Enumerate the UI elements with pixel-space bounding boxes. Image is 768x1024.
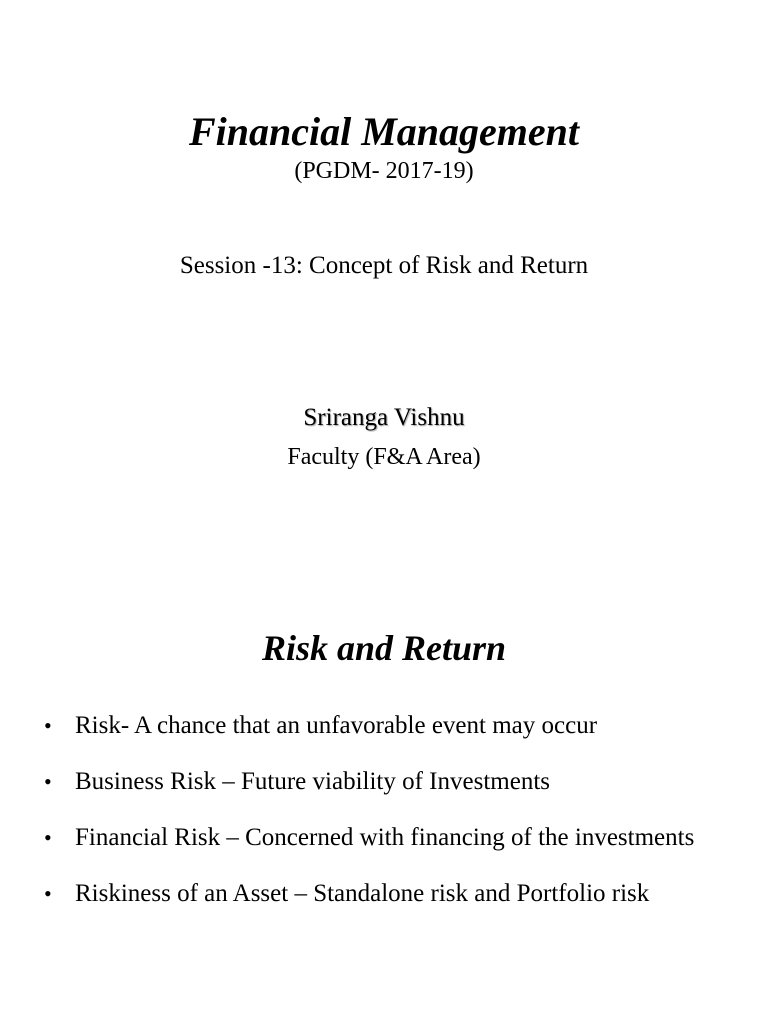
bullet-text: Financial Risk – Concerned with financing of the investments — [75, 824, 695, 851]
bullet-text: Risk- A chance that an unfavorable event may occur — [75, 712, 598, 739]
bullet-item — [0, 700, 768, 751]
slide-title: Financial Management — [188, 109, 580, 154]
slide-subtitle: (PGDM- 2017-19) — [294, 158, 474, 184]
author-role: Faculty (F&A Area) — [287, 444, 481, 470]
bullet-text: Business Risk – Future viability of Investments — [75, 768, 550, 795]
bullet-item — [0, 756, 768, 807]
session-title: Session -13: Concept of Risk and Return — [179, 252, 589, 279]
bullet-icon: • — [44, 881, 52, 906]
bullet-icon: • — [44, 769, 52, 794]
bullet-icon: • — [44, 713, 52, 738]
content-slide — [0, 590, 768, 1024]
author-name: Sriranga Vishnu — [303, 404, 465, 431]
bullet-list — [0, 700, 768, 924]
bullet-icon: • — [44, 825, 52, 850]
bullet-item — [0, 812, 768, 863]
bullet-item — [0, 868, 768, 919]
bullet-text: Riskiness of an Asset – Standalone risk and Portfolio risk — [75, 880, 650, 907]
slide-heading: Risk and Return — [261, 628, 507, 668]
